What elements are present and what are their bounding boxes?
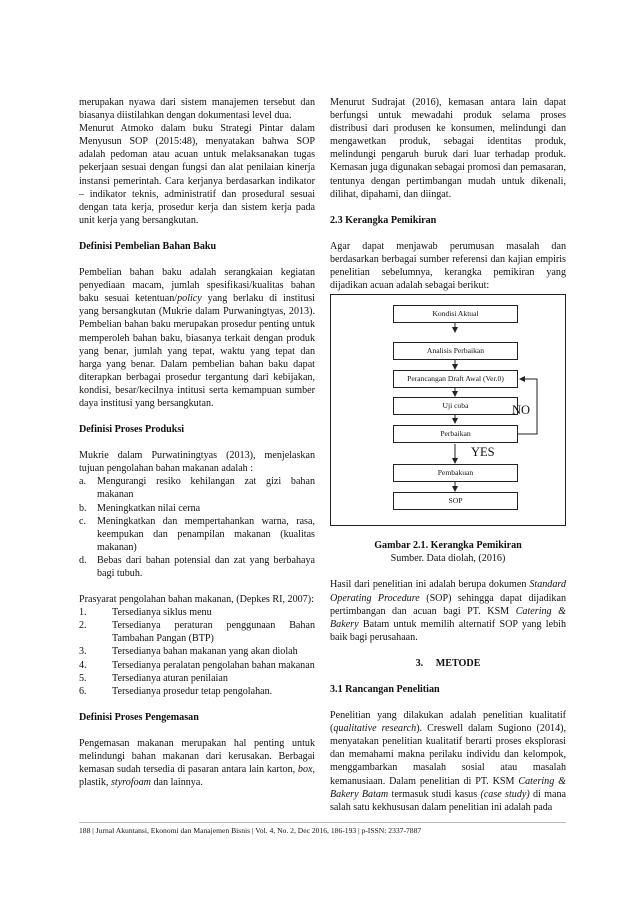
yes-label: YES [471, 445, 495, 460]
list-item [79, 554, 315, 580]
list-text: Tersedianya peralatan pengolahan bahan makanan [112, 659, 315, 671]
paragraph: Penelitian yang dilakukan adalah penelitian kualitatif (qualitative research). Creswell dalam Sugiono (2014), menyatakan penelitian kualitatif berarti proses eksplorasi dan memahami makna perilaku individu dan kelompok, menggambarkan masalah sosial atau masalah kemanusiaan. Dalam penelitian di PT. KSM Catering & Bakery Batam termasuk studi kasus (case study) di mana salah satu kekhususan dalam penelitian ini adalah pada [330, 710, 567, 813]
list-item [79, 619, 315, 645]
list-marker: 5. [79, 672, 87, 684]
list-item [79, 502, 315, 515]
diagram-box-pembakuan: Pembakuan [393, 464, 518, 482]
footer-divider [79, 822, 566, 823]
list-text: Meningkatkan dan mempertahankan warna, rasa, keempukan dan penampilan makanan (kualitas makanan) [97, 515, 315, 553]
diagram-box-perbaikan: Perbaikan [393, 425, 518, 443]
paragraph: Agar dapat menjawab perumusan masalah dan berdasarkan berbagai sumber referensi dan kajian empiris penelitian sebelumnya, kerangka pemikiran yang dijadikan acuan adalah sebagai berikut: [330, 240, 566, 292]
list-text: Meningkatkan nilai cerna [97, 502, 201, 514]
diagram-box-uji-coba: Uji coba [393, 397, 518, 415]
figure-caption: Gambar 2.1. Kerangka Pemikiran [374, 540, 522, 552]
diagram-box-analisis-perbaikan: Analisis Perbaikan [393, 342, 518, 360]
lettered-list [79, 475, 315, 580]
left-column [79, 96, 315, 789]
list-text: Tersedianya prosedur tetap pengolahan. [112, 685, 273, 697]
list-marker: 4. [79, 659, 87, 671]
paragraph: Prasyarat pengolahan bahan makanan, (Depkes RI, 2007): [79, 594, 314, 606]
list-marker: 3. [79, 646, 87, 658]
diagram-box-perancangan: Perancangan Draft Awal (Ver.0) [393, 370, 518, 388]
list-marker: c. [79, 515, 87, 527]
paragraph: merupakan nyawa dari sistem manajemen tersebut dan biasanya diistilahkan dengan dokumentasi level dua. [79, 97, 315, 122]
list-item [79, 515, 315, 554]
list-item [79, 606, 315, 619]
list-text: Mengurangi resiko kehilangan zat gizi bahan makanan [97, 476, 315, 501]
paragraph: Pengemasan makanan merupakan hal penting untuk melindungi bahan makanan dari kerusakan. Berbagai kemasan sudah tersedia di pasaran antara lain karton, box, plastik, styrofoam dan lainnya. [79, 737, 315, 789]
section-heading: 3.1 Rancangan Penelitian [330, 683, 440, 695]
list-text: Bebas dari bahan potensial dan zat yang berbahaya bagi tubuh. [97, 554, 315, 579]
list-item [79, 685, 315, 698]
numbered-list [79, 606, 315, 698]
list-item [79, 659, 315, 672]
framework-diagram [330, 294, 566, 526]
section-heading: Definisi Proses Produksi [79, 424, 185, 436]
list-item [79, 672, 315, 685]
list-marker: b. [79, 502, 87, 514]
list-marker: 6. [79, 685, 87, 697]
paragraph: Mukrie dalam Purwatiningtyas (2013), menjelaskan tujuan pengolahan bahan makanan adalah : [79, 450, 315, 475]
list-marker: d. [79, 554, 87, 566]
section-heading: 2.3 Kerangka Pemikiran [330, 214, 437, 226]
list-text: Tersedianya peraturan penggunaan Bahan Tambahan Pangan (BTP) [112, 620, 315, 645]
paragraph: Hasil dari penelitian ini adalah berupa dokumen Standard Operating Procedure (SOP) sehingga dapat dijadikan pertimbangan dan acuan bagi PT. KSM Catering & Bakery Batam untuk memilih alternatif SOP yang lebih baik bagi perusahaan. [330, 579, 567, 643]
list-marker: a. [79, 476, 87, 488]
right-column [330, 96, 566, 814]
section-heading: 3. METODE [415, 657, 481, 669]
list-item [79, 645, 315, 658]
diagram-box-sop: SOP [393, 492, 518, 510]
page-footer: 188 | Jurnal Akuntansi, Ekonomi dan Manajemen Bisnis | Vol. 4, No. 2, Dec 2016, 186-193 | p-ISSN: 2337-7887 [79, 826, 422, 835]
list-marker: 2. [79, 620, 87, 632]
paragraph: Menurut Atmoko dalam buku Strategi Pintar dalam Menyusun SOP (2015:48), menyatakan bahwa SOP adalah pedoman atau acuan untuk melaksanakan tugas pekerjaan sesuai dengan fungsi dan alat penilaian kinerja instansi pemerintah. Cara kerjanya berdasarkan indikator – indikator teknis, administratif dan prosedural sesuai dengan tata kerja, prosedur kerja dan sistem kerja pada unit kerja yang bersangkutan. [79, 123, 315, 226]
section-heading: Definisi Proses Pengemasan [79, 711, 199, 723]
figure-source: Sumber. Data diolah, (2016) [390, 553, 506, 565]
list-marker: 1. [79, 607, 87, 619]
no-label: NO [512, 403, 531, 418]
list-text: Tersedianya siklus menu [112, 607, 212, 619]
diagram-box-kondisi-aktual: Kondisi Aktual [393, 305, 518, 323]
list-text: Tersedianya aturan penilaian [112, 672, 228, 684]
section-heading: Definisi Pembelian Bahan Baku [79, 240, 217, 252]
list-item [79, 475, 315, 501]
list-text: Tersedianya bahan makanan yang akan diolah [112, 646, 298, 658]
paragraph: Menurut Sudrajat (2016), kemasan antara lain dapat berfungsi untuk mewadahi produk selama proses distribusi dari produsen ke konsumen, melindungi dan mengawetkan produk, sebagai identitas produk, melindungi pengaruh buruk dari luar terhadap produk. Kemasan juga digunakan sebagai promosi dan pemasaran, tentunya dengan pertimbangan mudah untuk dikenali, dilihat, dipahami, dan diingat. [330, 97, 566, 200]
paragraph: Pembelian bahan baku adalah serangkaian kegiatan penyediaan macam, jumlah spesifikasi/kualitas bahan baku sesuai ketentuan/policy yang berlaku di institusi yang bersangkutan (Mukrie dalam Purwaningtyas, 2013). Pembelian bahan baku merupakan prosedur penting untuk memperoleh bahan baku, biasanya terkait dengan produk yang benar, jumlah yang tepat, waktu yang tepat dan harga yang benar. Dalam pembelian bahan baku dapat diterapkan berbagai prosedur tergantung dari kebijakan, kondisi, besar/kecilnya intitusi serta kemampuan sumber daya institusi yang bersangkutan. [79, 267, 315, 409]
